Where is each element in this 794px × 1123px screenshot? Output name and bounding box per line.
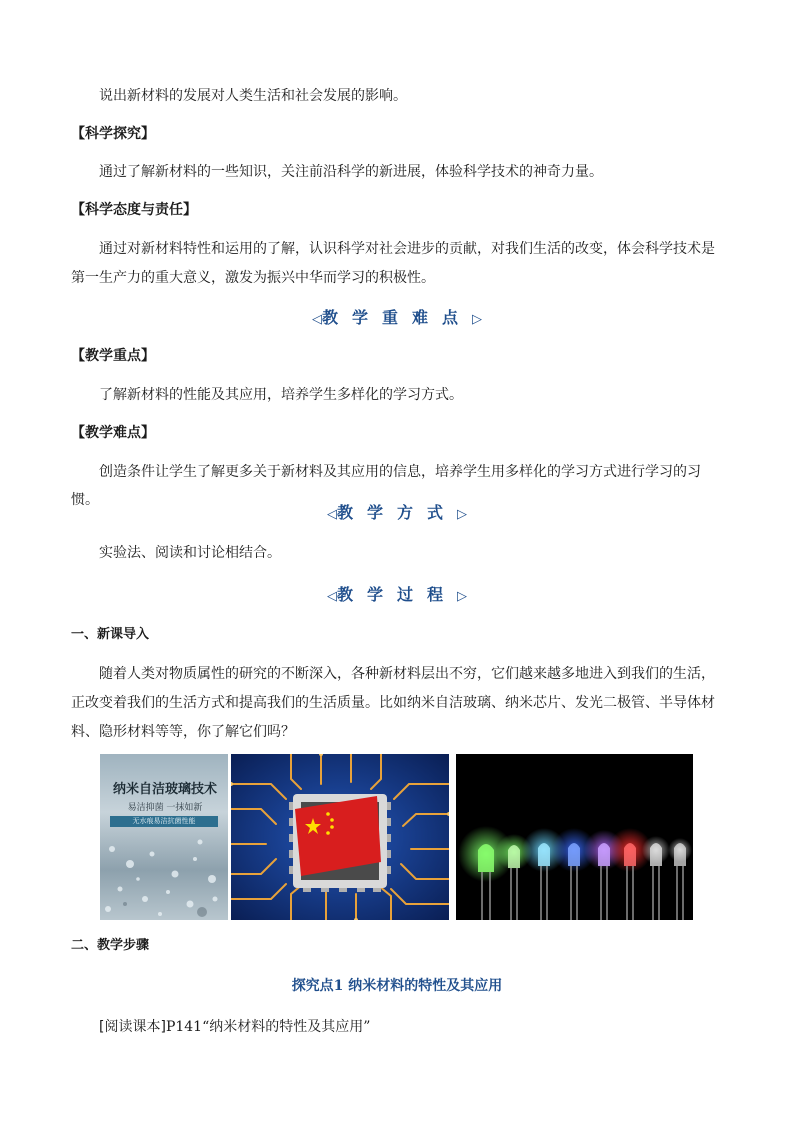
intro-paragraph: 随着人类对物质属性的研究的不断深入，各种新材料层出不穷，它们越来越多地进入到我们的生活，正改变着我们的生活方式和提高我们的生活质量。比如纳米自洁玻璃、纳米芯片、发光二极管、半导体材料、隐形材料等等，你了解它们吗？ <box>71 666 715 740</box>
teaching-difficulty-text: 创造条件让学生了解更多关于新材料及其应用的信息，培养学生用多样化的学习方式进行学习的习惯。 <box>71 464 701 508</box>
led-illustration <box>456 754 693 920</box>
heading-teaching-steps: 二、教学步骤 <box>71 938 150 953</box>
triangle-right-icon: ▷ <box>457 507 467 522</box>
glass-image-title: 纳米自洁玻璃技术 <box>112 782 217 797</box>
triangle-left-icon: ◁ <box>326 507 337 522</box>
triangle-left-icon: ◁ <box>311 312 322 327</box>
teaching-key-text: 了解新材料的性能及其应用，培养学生多样化的学习方式。 <box>99 387 463 403</box>
reading-reference: P141“纳米材料的特性及其应用” <box>165 1019 371 1035</box>
section-title-key-difficult <box>0 305 794 328</box>
section-title-method <box>0 500 794 523</box>
chip-illustration <box>231 754 449 920</box>
glass-image-subtitle: 易洁抑菌 一抹如新 <box>127 803 203 813</box>
explore-point-title: 探究点1 纳米材料的特性及其应用 <box>291 978 503 994</box>
heading-teaching-difficulty: 【教学难点】 <box>71 425 155 441</box>
heading-science-inquiry: 【科学探究】 <box>71 126 155 142</box>
heading-science-attitude: 【科学态度与责任】 <box>71 202 197 218</box>
triangle-right-icon: ▷ <box>472 312 482 327</box>
triangle-right-icon: ▷ <box>457 589 467 604</box>
section-title-text: 教学重难点 <box>321 308 472 327</box>
reading-instruction <box>71 1013 721 1041</box>
triangle-left-icon: ◁ <box>326 589 337 604</box>
section-title-text: 教学过程 <box>336 585 457 604</box>
method-text: 实验法、阅读和讨论相结合。 <box>99 545 281 561</box>
attitude-text: 通过对新材料特性和运用的了解，认识科学对社会进步的贡献，对我们生活的改变，体会科学技术是第一生产力的重大意义，激发为振兴中华而学习的积极性。 <box>71 241 715 286</box>
heading-teaching-key: 【教学重点】 <box>71 348 155 364</box>
objective-line: 说出新材料的发展对人类生活和社会发展的影响。 <box>99 88 407 104</box>
glass-image-tag: 无水痕易洁抗菌性能 <box>110 816 218 827</box>
led-image <box>456 754 693 920</box>
inquiry-text: 通过了解新材料的一些知识，关注前沿科学的新进展，体验科学技术的神奇力量。 <box>99 164 603 180</box>
reading-prefix: [阅读课本] <box>99 1019 166 1035</box>
nano-chip-image <box>231 754 449 920</box>
heading-new-lesson: 一、新课导入 <box>71 627 150 642</box>
section-title-text: 教学方式 <box>336 503 457 522</box>
nano-glass-image <box>100 754 228 920</box>
section-title-process <box>0 582 794 605</box>
